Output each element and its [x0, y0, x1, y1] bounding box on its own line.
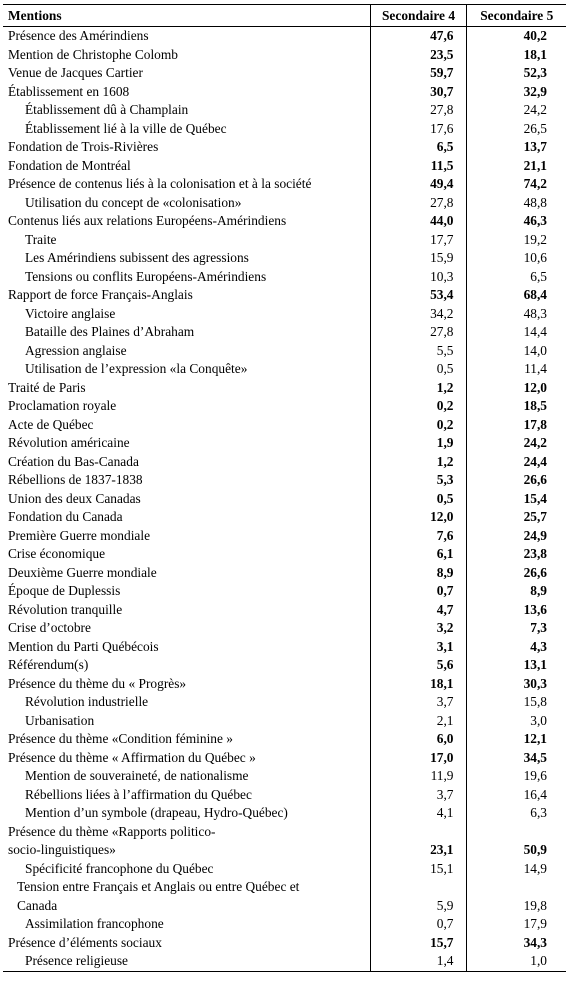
table-row [3, 619, 566, 638]
row-label: Révolution industrielle [25, 694, 149, 709]
value-secondaire-5: 24,4 [466, 453, 566, 472]
table-row [3, 175, 566, 194]
value-secondaire-4: 15,1 [370, 860, 466, 879]
table-row [3, 693, 566, 712]
value-secondaire-5: 13,7 [466, 138, 566, 157]
table-row [3, 767, 566, 786]
value-secondaire-4: 2,1 [370, 712, 466, 731]
value-secondaire-4: 1,2 [370, 379, 466, 398]
table-row [3, 786, 566, 805]
row-label: Époque de Duplessis [8, 583, 121, 598]
table-row [3, 952, 566, 971]
row-label: Utilisation de l’expression «la Conquête» [25, 361, 248, 376]
row-label: Mention de Christophe Colomb [8, 46, 178, 62]
value-secondaire-5: 26,6 [466, 564, 566, 583]
table-row [3, 64, 566, 83]
value-secondaire-5: 15,4 [466, 490, 566, 509]
value-secondaire-5: 21,1 [466, 157, 566, 176]
header-row [3, 5, 566, 27]
table-row [3, 416, 566, 435]
row-label: Fondation du Canada [8, 509, 123, 524]
value-secondaire-4: 10,3 [370, 268, 466, 287]
table-row [3, 823, 566, 860]
row-label: Révolution américaine [8, 435, 130, 450]
value-secondaire-4: 17,7 [370, 231, 466, 250]
row-label: Contenus liés aux relations Européens-Amérindiens [8, 213, 287, 228]
value-secondaire-4: 6,5 [370, 138, 466, 157]
value-secondaire-4: 23,1 [370, 823, 466, 860]
value-secondaire-5: 17,8 [466, 416, 566, 435]
row-label: Tensions ou conflits Européens-Amérindiens [25, 268, 267, 284]
value-secondaire-5: 14,0 [466, 342, 566, 361]
value-secondaire-5: 34,5 [466, 749, 566, 768]
value-secondaire-5: 24,2 [466, 434, 566, 453]
value-secondaire-5: 12,0 [466, 379, 566, 398]
value-secondaire-5: 32,9 [466, 83, 566, 102]
header-mentions: Mentions [3, 5, 370, 27]
table-row [3, 934, 566, 953]
value-secondaire-4: 47,6 [370, 27, 466, 46]
value-secondaire-5: 16,4 [466, 786, 566, 805]
table-row [3, 712, 566, 731]
table-row [3, 157, 566, 176]
value-secondaire-4: 0,7 [370, 915, 466, 934]
row-label: Urbanisation [25, 712, 95, 728]
value-secondaire-5: 26,6 [466, 471, 566, 490]
table-row [3, 675, 566, 694]
row-label: Union des deux Canadas [8, 490, 141, 506]
value-secondaire-4: 27,8 [370, 194, 466, 213]
value-secondaire-4: 4,7 [370, 601, 466, 620]
value-secondaire-4: 0,7 [370, 582, 466, 601]
table-row [3, 212, 566, 231]
row-label: Présence des Amérindiens [8, 28, 149, 43]
table-row [3, 730, 566, 749]
row-label: Établissement lié à la ville de Québec [25, 120, 227, 136]
row-label: Spécificité francophone du Québec [25, 860, 214, 876]
header-secondaire-4: Secondaire 4 [370, 5, 466, 27]
value-secondaire-4: 18,1 [370, 675, 466, 694]
value-secondaire-4: 27,8 [370, 101, 466, 120]
value-secondaire-4: 0,5 [370, 490, 466, 509]
table-row [3, 360, 566, 379]
table-row [3, 434, 566, 453]
table-header [3, 5, 566, 27]
row-label: Victoire anglaise [25, 305, 116, 321]
value-secondaire-4: 11,5 [370, 157, 466, 176]
value-secondaire-5: 14,4 [466, 323, 566, 342]
table-row [3, 138, 566, 157]
value-secondaire-4: 5,6 [370, 656, 466, 675]
row-label: Traite [25, 231, 57, 247]
row-label: Mention d’un symbole (drapeau, Hydro-Québec) [25, 805, 288, 820]
table-row [3, 453, 566, 472]
value-secondaire-4: 5,9 [370, 878, 466, 915]
value-secondaire-5: 24,9 [466, 527, 566, 546]
value-secondaire-5: 13,1 [466, 656, 566, 675]
value-secondaire-5: 48,3 [466, 305, 566, 324]
value-secondaire-5: 74,2 [466, 175, 566, 194]
value-secondaire-4: 3,2 [370, 619, 466, 638]
table-row [3, 83, 566, 102]
value-secondaire-5: 11,4 [466, 360, 566, 379]
value-secondaire-4: 44,0 [370, 212, 466, 231]
value-secondaire-5: 52,3 [466, 64, 566, 83]
table-body [3, 27, 566, 972]
value-secondaire-5: 6,5 [466, 268, 566, 287]
value-secondaire-4: 49,4 [370, 175, 466, 194]
value-secondaire-5: 19,8 [466, 878, 566, 915]
row-label: Venue de Jacques Cartier [8, 65, 143, 80]
value-secondaire-5: 23,8 [466, 545, 566, 564]
value-secondaire-4: 4,1 [370, 804, 466, 823]
value-secondaire-5: 18,1 [466, 46, 566, 65]
mentions-table [3, 4, 566, 972]
row-label: Présence du thème «Condition féminine » [8, 731, 233, 746]
value-secondaire-4: 3,7 [370, 786, 466, 805]
table-row [3, 27, 566, 46]
value-secondaire-5: 1,0 [466, 952, 566, 971]
row-label: Présence du thème « Affirmation du Québec » [8, 749, 256, 765]
row-label: Présence du thème du « Progrès» [8, 675, 187, 691]
value-secondaire-4: 6,1 [370, 545, 466, 564]
value-secondaire-5: 18,5 [466, 397, 566, 416]
value-secondaire-4: 15,9 [370, 249, 466, 268]
row-label: Établissement dû à Champlain [25, 102, 189, 117]
row-label: Agression anglaise [25, 342, 127, 358]
row-label: Rapport de force Français-Anglais [8, 287, 193, 302]
value-secondaire-5: 13,6 [466, 601, 566, 620]
value-secondaire-5: 6,3 [466, 804, 566, 823]
value-secondaire-5: 48,8 [466, 194, 566, 213]
value-secondaire-4: 30,7 [370, 83, 466, 102]
row-label: Traité de Paris [8, 379, 86, 395]
value-secondaire-5: 15,8 [466, 693, 566, 712]
row-label: Crise économique [8, 546, 106, 561]
value-secondaire-4: 15,7 [370, 934, 466, 953]
table-row [3, 305, 566, 324]
table-row [3, 749, 566, 768]
value-secondaire-4: 5,3 [370, 471, 466, 490]
row-label: Référendum(s) [8, 657, 89, 672]
table-row [3, 564, 566, 583]
value-secondaire-4: 0,2 [370, 397, 466, 416]
row-label: Fondation de Trois-Rivières [8, 139, 159, 154]
table-row [3, 915, 566, 934]
value-secondaire-4: 17,0 [370, 749, 466, 768]
value-secondaire-5: 46,3 [466, 212, 566, 231]
header-secondaire-5: Secondaire 5 [466, 5, 566, 27]
table-row [3, 101, 566, 120]
value-secondaire-4: 5,5 [370, 342, 466, 361]
value-secondaire-5: 19,2 [466, 231, 566, 250]
row-label: Présence de contenus liés à la colonisation et à la société [8, 176, 312, 191]
value-secondaire-4: 1,2 [370, 453, 466, 472]
row-label [3, 878, 370, 915]
value-secondaire-5: 24,2 [466, 101, 566, 120]
table-row [3, 120, 566, 139]
table-row [3, 508, 566, 527]
row-label: Rébellions de 1837-1838 [8, 472, 143, 487]
value-secondaire-4: 17,6 [370, 120, 466, 139]
table-row [3, 249, 566, 268]
value-secondaire-5: 3,0 [466, 712, 566, 731]
table-row [3, 268, 566, 287]
value-secondaire-4: 3,1 [370, 638, 466, 657]
row-label-line-2: Canada [17, 897, 58, 913]
value-secondaire-5: 19,6 [466, 767, 566, 786]
row-label [3, 823, 370, 860]
row-label: Rébellions liées à l’affirmation du Québec [25, 786, 252, 802]
table-row [3, 582, 566, 601]
row-label: Mention du Parti Québécois [8, 638, 159, 654]
value-secondaire-4: 11,9 [370, 767, 466, 786]
value-secondaire-4: 1,4 [370, 952, 466, 971]
row-label: Établissement en 1608 [8, 83, 130, 99]
value-secondaire-5: 50,9 [466, 823, 566, 860]
row-label: Création du Bas-Canada [8, 453, 139, 469]
data-table-container [3, 4, 566, 972]
row-label-line-1: Présence du thème «Rapports politico- [8, 823, 216, 839]
table-row [3, 379, 566, 398]
value-secondaire-4: 0,5 [370, 360, 466, 379]
row-label: Présence religieuse [3, 952, 370, 971]
row-label: Première Guerre mondiale [8, 527, 151, 543]
table-row [3, 194, 566, 213]
value-secondaire-4: 12,0 [370, 508, 466, 527]
value-secondaire-5: 68,4 [466, 286, 566, 305]
value-secondaire-5: 34,3 [466, 934, 566, 953]
value-secondaire-4: 6,0 [370, 730, 466, 749]
value-secondaire-4: 53,4 [370, 286, 466, 305]
value-secondaire-5: 26,5 [466, 120, 566, 139]
row-label: Deuxième Guerre mondiale [8, 564, 157, 580]
table-row [3, 527, 566, 546]
row-label: Utilisation du concept de «colonisation» [25, 194, 242, 210]
table-row [3, 323, 566, 342]
table-row [3, 342, 566, 361]
value-secondaire-4: 1,9 [370, 434, 466, 453]
row-label: Les Amérindiens subissent des agressions [25, 250, 249, 265]
value-secondaire-4: 27,8 [370, 323, 466, 342]
row-label: Acte de Québec [8, 416, 94, 432]
value-secondaire-4: 0,2 [370, 416, 466, 435]
row-label: Assimilation francophone [25, 916, 164, 931]
value-secondaire-4: 7,6 [370, 527, 466, 546]
value-secondaire-4: 34,2 [370, 305, 466, 324]
value-secondaire-5: 8,9 [466, 582, 566, 601]
value-secondaire-5: 40,2 [466, 27, 566, 46]
value-secondaire-5: 10,6 [466, 249, 566, 268]
row-label: Mention de souveraineté, de nationalisme [25, 768, 249, 783]
value-secondaire-5: 14,9 [466, 860, 566, 879]
row-label: Proclamation royale [8, 398, 117, 413]
table-row [3, 231, 566, 250]
value-secondaire-5: 12,1 [466, 730, 566, 749]
value-secondaire-5: 7,3 [466, 619, 566, 638]
table-row [3, 397, 566, 416]
table-row [3, 490, 566, 509]
row-label: Fondation de Montréal [8, 157, 131, 173]
row-label: Crise d’octobre [8, 620, 91, 635]
value-secondaire-4: 59,7 [370, 64, 466, 83]
row-label-line-1: Tension entre Français et Anglais ou entre Québec et [17, 879, 300, 894]
table-row [3, 471, 566, 490]
row-label: Révolution tranquille [8, 601, 123, 617]
row-label: Présence d’éléments sociaux [8, 934, 162, 950]
table-row [3, 656, 566, 675]
row-label: Bataille des Plaines d’Abraham [25, 324, 195, 339]
table-row [3, 545, 566, 564]
table-row [3, 286, 566, 305]
row-label-line-2: socio-linguistiques» [8, 842, 116, 857]
table-row [3, 46, 566, 65]
value-secondaire-4: 3,7 [370, 693, 466, 712]
table-row [3, 638, 566, 657]
value-secondaire-5: 4,3 [466, 638, 566, 657]
value-secondaire-4: 8,9 [370, 564, 466, 583]
table-row [3, 601, 566, 620]
value-secondaire-5: 30,3 [466, 675, 566, 694]
table-row [3, 860, 566, 879]
table-row [3, 878, 566, 915]
value-secondaire-5: 25,7 [466, 508, 566, 527]
table-row [3, 804, 566, 823]
value-secondaire-4: 23,5 [370, 46, 466, 65]
value-secondaire-5: 17,9 [466, 915, 566, 934]
